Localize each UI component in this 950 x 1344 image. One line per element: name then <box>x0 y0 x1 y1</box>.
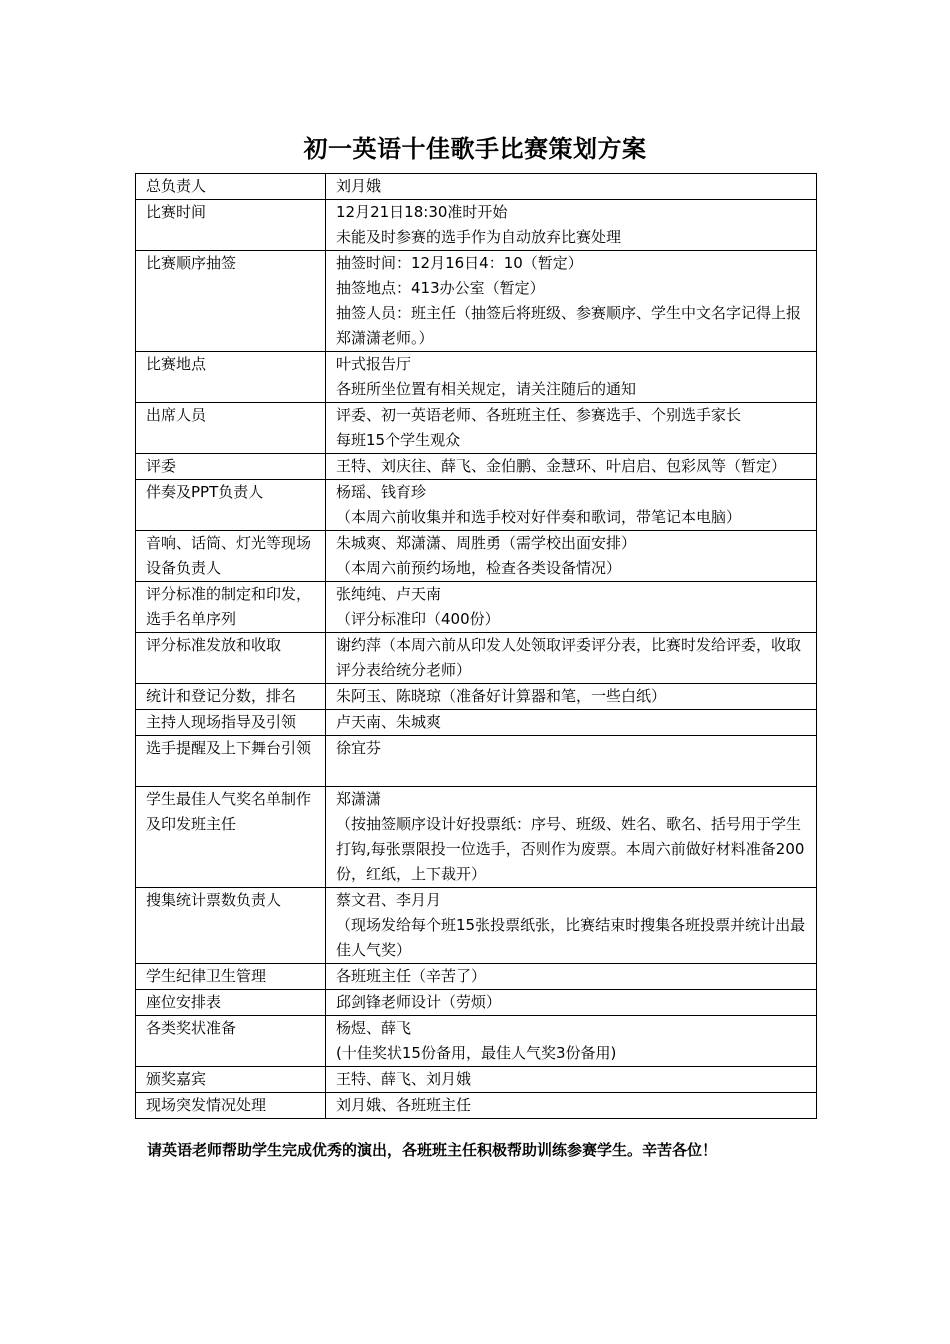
table-row <box>136 582 817 633</box>
row-label-text: 评分标准的制定和印发，选手名单序列 <box>146 585 312 628</box>
row-content-line: 刘月娥、各班班主任 <box>336 1096 472 1114</box>
table-row <box>136 531 817 582</box>
row-label-text: 学生最佳人气奖名单制作及印发班主任 <box>146 790 312 833</box>
row-label <box>136 582 326 633</box>
row-label-text: 比赛顺序抽签 <box>146 254 237 272</box>
row-content-line: 谢约萍（本周六前从印发人处领取评委评分表，比赛时发给评委，收取评分表给统分老师） <box>336 636 802 679</box>
row-content <box>326 582 817 633</box>
row-content <box>326 964 817 990</box>
footer-note: 请英语老师帮助学生完成优秀的演出，各班班主任积极帮助训练参赛学生。辛苦各位！ <box>147 1141 718 1159</box>
row-label <box>136 174 326 200</box>
row-content-line: （按抽签顺序设计好投票纸：序号、班级、姓名、歌名、括号用于学生打钩,每张票限投一位选手，否则作为废票。本周六前做好材料准备200份，红纸，上下裁开） <box>336 815 805 883</box>
row-label <box>136 684 326 710</box>
row-label-text: 主持人现场指导及引领 <box>146 713 297 731</box>
row-content-line: 徐宜芬 <box>336 739 382 757</box>
row-label <box>136 1016 326 1067</box>
row-label <box>136 633 326 684</box>
row-content-line: 杨瑶、钱育珍 <box>336 483 427 501</box>
row-label-text: 评委 <box>146 457 177 475</box>
row-label-text: 学生纪律卫生管理 <box>146 967 267 985</box>
row-label-text: 统计和登记分数，排名 <box>146 687 297 705</box>
row-label <box>136 888 326 964</box>
row-content <box>326 888 817 964</box>
row-content <box>326 1016 817 1067</box>
row-label-text: 搜集统计票数负责人 <box>146 891 282 909</box>
row-content-line: 王特、刘庆往、薛飞、金伯鹏、金慧环、叶启启、包彩凤等（暂定） <box>336 457 787 475</box>
row-label-text: 颁奖嘉宾 <box>146 1070 207 1088</box>
table-row <box>136 990 817 1016</box>
table-row <box>136 633 817 684</box>
row-content-line: 各班班主任（辛苦了） <box>336 967 487 985</box>
row-label-text: 评分标准发放和收取 <box>146 636 282 654</box>
row-label <box>136 990 326 1016</box>
table-row <box>136 174 817 200</box>
table-row <box>136 200 817 251</box>
row-content <box>326 684 817 710</box>
row-content-line: 蔡文君、李月月 <box>336 891 442 909</box>
row-label <box>136 251 326 352</box>
row-label <box>136 1067 326 1093</box>
row-content <box>326 454 817 480</box>
table-row <box>136 736 817 787</box>
row-label <box>136 352 326 403</box>
row-content <box>326 710 817 736</box>
table-row <box>136 403 817 454</box>
row-content-line: 卢天南、朱城爽 <box>336 713 442 731</box>
row-content <box>326 1093 817 1119</box>
row-content <box>326 200 817 251</box>
row-content <box>326 531 817 582</box>
row-content-line: 抽签人员：班主任（抽签后将班级、参赛顺序、学生中文名字记得上报郑潇潇老师。） <box>336 304 802 347</box>
row-label-text: 比赛地点 <box>146 355 207 373</box>
row-label <box>136 787 326 888</box>
row-content-line: 王特、薛飞、刘月娥 <box>336 1070 472 1088</box>
row-content-line: 各班所坐位置有相关规定，请关注随后的通知 <box>336 380 637 398</box>
table-row <box>136 1016 817 1067</box>
table-row <box>136 251 817 352</box>
row-content <box>326 251 817 352</box>
row-content-line: （本周六前收集并和选手校对好伴奏和歌词，带笔记本电脑） <box>336 508 742 526</box>
row-label <box>136 403 326 454</box>
row-content-line: 朱阿玉、陈晓琼（准备好计算器和笔，一些白纸） <box>336 687 667 705</box>
row-content-line: 朱城爽、郑潇潇、周胜勇（需学校出面安排） <box>336 534 637 552</box>
row-content-line: （现场发给每个班15张投票纸张，比赛结束时搜集各班投票并统计出最佳人气奖） <box>336 916 806 959</box>
row-label-text: 伴奏及PPT负责人 <box>146 483 264 501</box>
row-label <box>136 454 326 480</box>
row-content-line: 邱剑锋老师设计（劳烦） <box>336 993 502 1011</box>
row-content-line: 叶式报告厅 <box>336 355 412 373</box>
row-label-text: 出席人员 <box>146 406 207 424</box>
row-content-line: 抽签时间：12月16日4：10（暂定） <box>336 254 583 272</box>
row-content-line: 未能及时参赛的选手作为自动放弃比赛处理 <box>336 228 622 246</box>
table-row <box>136 710 817 736</box>
row-label-text: 座位安排表 <box>146 993 222 1011</box>
row-label <box>136 480 326 531</box>
row-label <box>136 200 326 251</box>
row-content-line: 12月21日18:30准时开始 <box>336 203 508 221</box>
row-content-line: （本周六前预约场地，检查各类设备情况） <box>336 559 622 577</box>
row-label-text: 选手提醒及上下舞台引领 <box>146 739 312 757</box>
row-content <box>326 480 817 531</box>
table-row <box>136 787 817 888</box>
row-label <box>136 964 326 990</box>
row-label-text: 各类奖状准备 <box>146 1019 237 1037</box>
row-content-line: 抽签地点：413办公室（暂定） <box>336 279 545 297</box>
plan-table <box>135 173 817 1119</box>
row-label-text: 音响、话筒、灯光等现场设备负责人 <box>146 534 312 577</box>
table-row <box>136 1067 817 1093</box>
row-content-line: 张纯纯、卢天南 <box>336 585 442 603</box>
row-content-line: (十佳奖状15份备用，最佳人气奖3份备用) <box>336 1044 617 1062</box>
row-content <box>326 352 817 403</box>
row-content <box>326 174 817 200</box>
row-content <box>326 1067 817 1093</box>
row-content <box>326 633 817 684</box>
table-row <box>136 964 817 990</box>
row-label-text: 现场突发情况处理 <box>146 1096 267 1114</box>
row-content <box>326 990 817 1016</box>
table-row <box>136 684 817 710</box>
row-content-line: 每班15个学生观众 <box>336 431 461 449</box>
row-content-line: 评委、初一英语老师、各班班主任、参赛选手、个别选手家长 <box>336 406 742 424</box>
row-content <box>326 403 817 454</box>
table-row <box>136 454 817 480</box>
row-label <box>136 531 326 582</box>
row-label-text: 比赛时间 <box>146 203 207 221</box>
table-row <box>136 1093 817 1119</box>
row-label <box>136 736 326 787</box>
row-content <box>326 736 817 787</box>
row-content-line: 郑潇潇 <box>336 790 382 808</box>
row-content <box>326 787 817 888</box>
row-content-line: 杨煜、薛飞 <box>336 1019 412 1037</box>
table-row <box>136 352 817 403</box>
table-row <box>136 480 817 531</box>
row-content-line: （评分标准印（400份） <box>336 610 500 628</box>
table-row <box>136 888 817 964</box>
row-content-line: 刘月娥 <box>336 177 382 195</box>
row-label <box>136 710 326 736</box>
row-label-text: 总负责人 <box>146 177 207 195</box>
row-label <box>136 1093 326 1119</box>
page-title: 初一英语十佳歌手比赛策划方案 <box>303 135 647 163</box>
